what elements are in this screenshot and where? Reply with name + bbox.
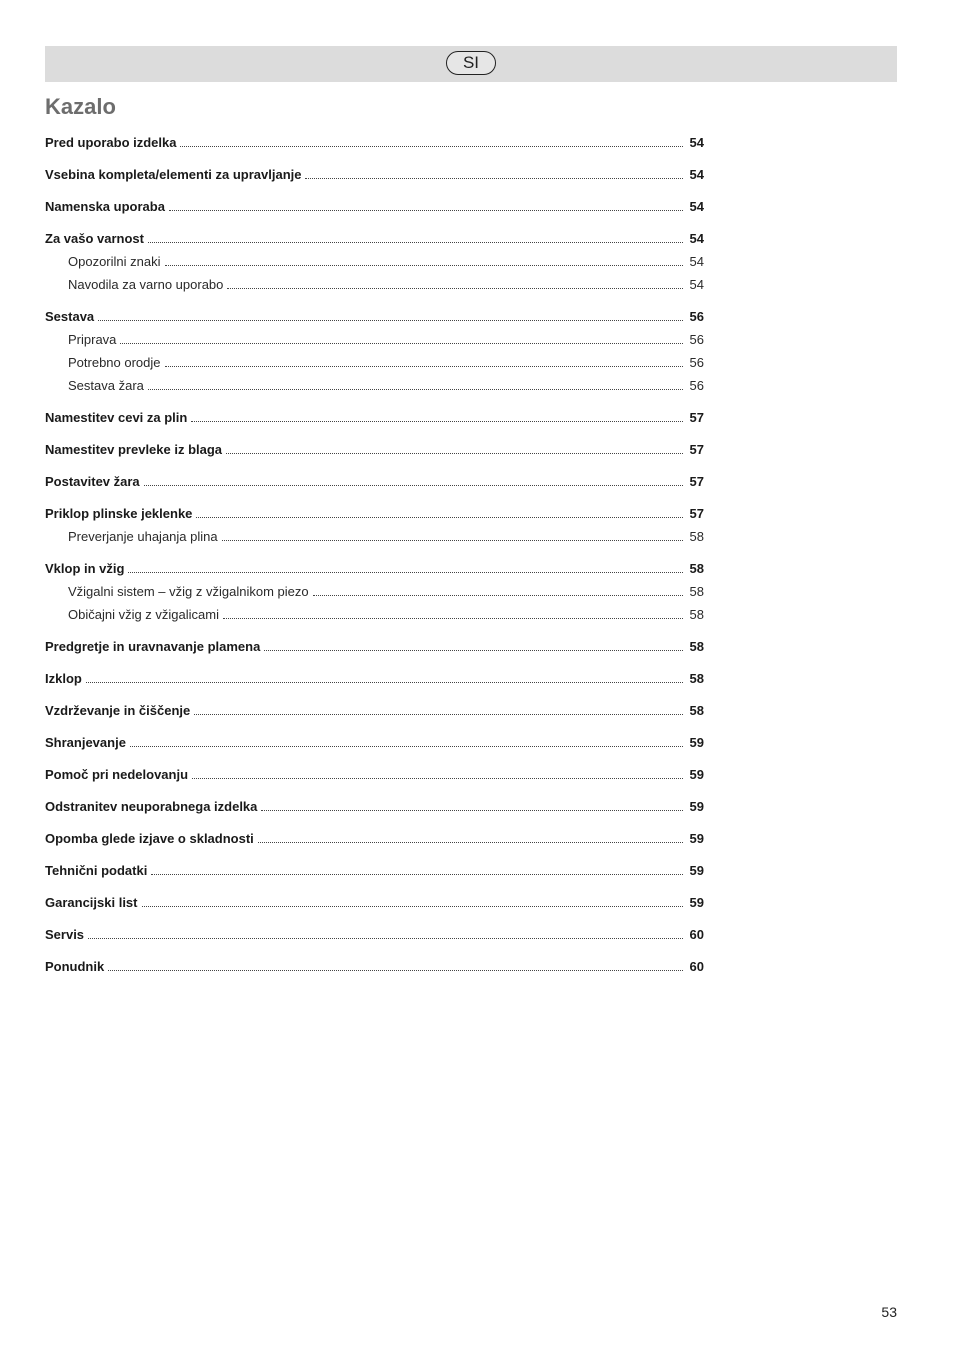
toc-entry-page: 56 [689, 332, 704, 347]
toc-entry-page: 59 [689, 863, 704, 878]
toc-entry[interactable] [45, 732, 704, 753]
toc-entry-label: Pred uporabo izdelka [45, 135, 177, 150]
toc-entry[interactable] [45, 503, 704, 524]
toc-entry[interactable] [45, 924, 704, 945]
toc-entry[interactable] [45, 636, 704, 657]
toc-entry-label: Vžigalni sistem – vžig z vžigalnikom piezo [68, 584, 309, 599]
toc-entry-page: 54 [689, 167, 704, 182]
dot-leader [142, 892, 684, 907]
dot-leader [165, 251, 684, 266]
toc-entry-label: Namestitev cevi za plin [45, 410, 188, 425]
toc-entry-label: Shranjevanje [45, 735, 126, 750]
dot-leader [98, 306, 683, 321]
toc-subentry[interactable] [45, 581, 704, 602]
toc-entry-page: 57 [689, 410, 704, 425]
dot-leader [223, 604, 683, 619]
dot-leader [128, 558, 683, 573]
toc-entry[interactable] [45, 828, 704, 849]
toc-entry-page: 54 [689, 254, 704, 269]
dot-leader [169, 196, 683, 211]
toc-entry-page: 58 [689, 584, 704, 599]
toc-entry-page: 58 [689, 703, 704, 718]
toc-subentry[interactable] [45, 274, 704, 295]
toc-entry-page: 59 [689, 799, 704, 814]
dot-leader [144, 471, 683, 486]
toc-entry-page: 57 [689, 506, 704, 521]
toc-entry-page: 56 [689, 378, 704, 393]
dot-leader [130, 732, 683, 747]
toc-entry-page: 56 [689, 309, 704, 324]
toc-subentry[interactable] [45, 375, 704, 396]
toc-entry-label: Sestava žara [68, 378, 144, 393]
toc-entry-label: Ponudnik [45, 959, 105, 974]
toc-entry[interactable] [45, 892, 704, 913]
toc-entry-label: Vzdrževanje in čiščenje [45, 703, 191, 718]
toc-entry[interactable] [45, 196, 704, 217]
toc-entry[interactable] [45, 228, 704, 249]
dot-leader [261, 796, 683, 811]
toc-entry-page: 54 [689, 231, 704, 246]
dot-leader [313, 581, 683, 596]
toc-entry-page: 56 [689, 355, 704, 370]
dot-leader [148, 375, 683, 390]
toc-entry-label: Vsebina kompleta/elementi za upravljanje [45, 167, 302, 182]
toc-entry-label: Vklop in vžig [45, 561, 125, 576]
toc-entry-page: 57 [689, 474, 704, 489]
toc-entry-label: Predgretje in uravnavanje plamena [45, 639, 261, 654]
toc-entry-page: 54 [689, 277, 704, 292]
toc-entry-label: Sestava [45, 309, 95, 324]
toc-entry[interactable] [45, 700, 704, 721]
toc-entry-page: 58 [689, 639, 704, 654]
language-badge: SI [446, 51, 496, 75]
dot-leader [196, 503, 683, 518]
toc-entry-page: 58 [689, 529, 704, 544]
toc-entry-label: Garancijski list [45, 895, 138, 910]
toc-entry[interactable] [45, 764, 704, 785]
dot-leader [151, 860, 683, 875]
toc-entry[interactable] [45, 164, 704, 185]
toc-entry-label: Postavitev žara [45, 474, 140, 489]
toc-subentry[interactable] [45, 604, 704, 625]
dot-leader [191, 407, 683, 422]
toc-subentry[interactable] [45, 251, 704, 272]
toc-entry-label: Opomba glede izjave o skladnosti [45, 831, 254, 846]
dot-leader [194, 700, 683, 715]
dot-leader [227, 274, 683, 289]
toc-entry-page: 58 [689, 607, 704, 622]
toc-entry-label: Servis [45, 927, 85, 942]
toc-entry-label: Priprava [68, 332, 117, 347]
toc-entry-label: Navodila za varno uporabo [68, 277, 224, 292]
toc-entry-label: Namestitev prevleke iz blaga [45, 442, 223, 457]
dot-leader [226, 439, 683, 454]
dot-leader [305, 164, 683, 179]
toc-entry-page: 57 [689, 442, 704, 457]
toc-subentry[interactable] [45, 352, 704, 373]
toc-entry-page: 59 [689, 831, 704, 846]
language-header-bar [45, 46, 897, 82]
toc-entry-page: 59 [689, 895, 704, 910]
dot-leader [88, 924, 683, 939]
toc-subentry[interactable] [45, 329, 704, 350]
dot-leader [108, 956, 683, 971]
dot-leader [86, 668, 683, 683]
dot-leader [258, 828, 683, 843]
toc-entry-label: Običajni vžig z vžigalicami [68, 607, 219, 622]
toc-entry-page: 54 [689, 135, 704, 150]
toc-entry-label: Opozorilni znaki [68, 254, 161, 269]
toc-entry-page: 54 [689, 199, 704, 214]
table-of-contents [45, 132, 704, 977]
toc-entry[interactable] [45, 558, 704, 579]
toc-entry[interactable] [45, 860, 704, 881]
toc-entry-label: Preverjanje uhajanja plina [68, 529, 218, 544]
toc-entry-label: Namenska uporaba [45, 199, 165, 214]
dot-leader [120, 329, 683, 344]
dot-leader [222, 526, 683, 541]
toc-entry[interactable] [45, 956, 704, 977]
toc-entry-page: 60 [689, 959, 704, 974]
dot-leader [180, 132, 683, 147]
toc-entry[interactable] [45, 132, 704, 153]
toc-entry-label: Za vašo varnost [45, 231, 144, 246]
toc-entry[interactable] [45, 796, 704, 817]
toc-entry[interactable] [45, 471, 704, 492]
toc-entry-page: 59 [689, 735, 704, 750]
toc-entry-label: Pomoč pri nedelovanju [45, 767, 189, 782]
toc-entry-label: Potrebno orodje [68, 355, 161, 370]
toc-entry-page: 58 [689, 671, 704, 686]
toc-entry-label: Priklop plinske jeklenke [45, 506, 193, 521]
toc-entry[interactable] [45, 407, 704, 428]
toc-entry-page: 60 [689, 927, 704, 942]
toc-entry-label: Odstranitev neuporabnega izdelka [45, 799, 258, 814]
dot-leader [192, 764, 683, 779]
toc-entry[interactable] [45, 439, 704, 460]
toc-entry-label: Izklop [45, 671, 82, 686]
toc-entry[interactable] [45, 306, 704, 327]
toc-entry-page: 58 [689, 561, 704, 576]
toc-entry[interactable] [45, 668, 704, 689]
page-title: Kazalo [45, 94, 116, 119]
dot-leader [148, 228, 683, 243]
toc-entry-label: Tehnični podatki [45, 863, 148, 878]
toc-entry-page: 59 [689, 767, 704, 782]
dot-leader [264, 636, 683, 651]
page-number: 53 [881, 1304, 897, 1320]
toc-subentry[interactable] [45, 526, 704, 547]
dot-leader [165, 352, 683, 367]
